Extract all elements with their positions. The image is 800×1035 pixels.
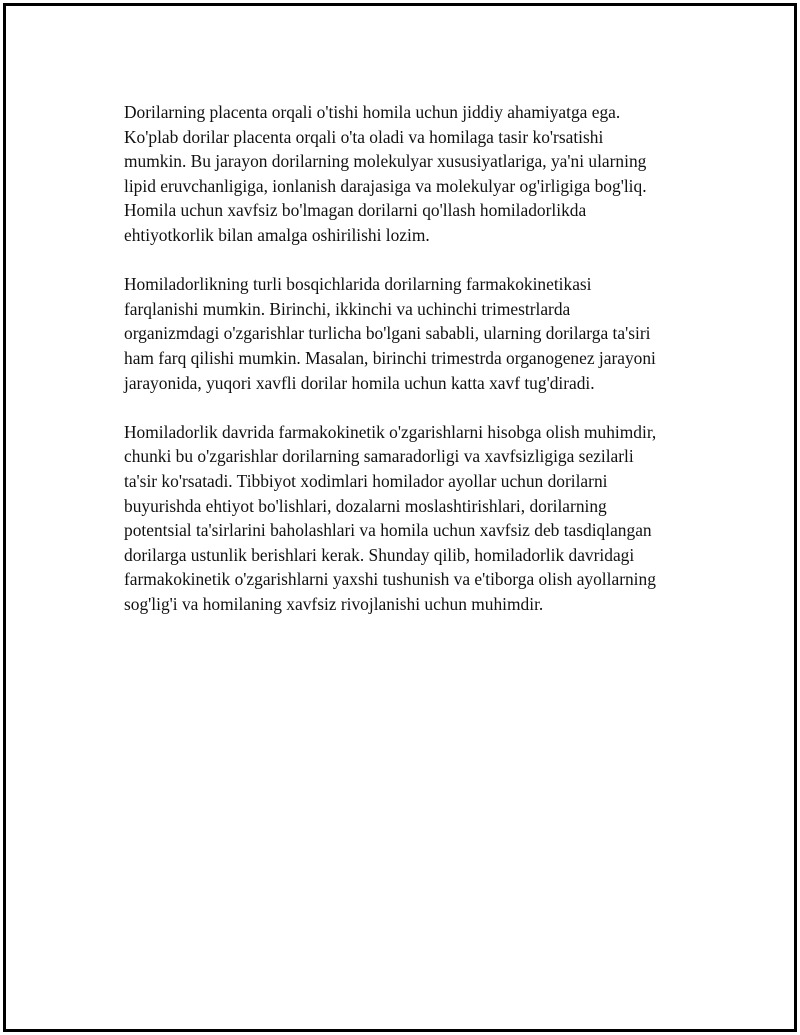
text-line: lipid eruvchanligiga, ionlanish darajasiga va molekulyar og'irligiga bog'liq. (124, 175, 647, 196)
text-line: mumkin. Bu jarayon dorilarning molekulyar xususiyatlariga, ya'ni ularning (124, 151, 647, 172)
text-line: dorilarga ustunlik berishlari kerak. Shunday qilib, homiladorlik davridagi (124, 544, 635, 565)
page-frame (3, 3, 797, 1032)
text-line: organizmdagi o'zgarishlar turlicha bo'lgani sababli, ularning dorilarga ta'siri (124, 323, 651, 344)
text-line: ehtiyotkorlik bilan amalga oshirilishi lozim. (124, 224, 430, 245)
text-line: sog'lig'i va homilaning xavfsiz rivojlanishi uchun muhimdir. (124, 593, 544, 614)
text-line: Homila uchun xavfsiz bo'lmagan dorilarni qo'llash homiladorlikda (124, 200, 587, 221)
text-line: Dorilarning placenta orqali o'tishi homila uchun jiddiy ahamiyatga ega. (124, 102, 621, 122)
paragraph-2 (124, 272, 699, 395)
text-line: buyurishda ehtiyot bo'lishlari, dozalarni moslashtirishlari, dorilarning (124, 495, 607, 516)
text-line: jarayonida, yuqori xavfli dorilar homila uchun katta xavf tug'diradi. (124, 372, 595, 393)
text-line: farqlanishi mumkin. Birinchi, ikkinchi va uchinchi trimestrlarda (124, 298, 571, 319)
paragraph-3 (124, 420, 699, 617)
text-line: ta'sir ko'rsatadi. Tibbiyot xodimlari homilador ayollar uchun dorilarni (124, 470, 608, 491)
paragraph-1 (124, 100, 699, 248)
text-line: potentsial ta'sirlarini baholashlari va homila uchun xavfsiz deb tasdiqlangan (124, 520, 652, 541)
document-body (124, 100, 699, 641)
text-line: Homiladorlikning turli bosqichlarida dorilarning farmakokinetikasi (124, 274, 592, 295)
text-line: ham farq qilishi mumkin. Masalan, birinchi trimestrda organogenez jarayoni (124, 347, 656, 368)
text-line: chunki bu o'zgarishlar dorilarning samaradorligi va xavfsizligiga sezilarli (124, 446, 634, 467)
text-line: farmakokinetik o'zgarishlarni yaxshi tushunish va e'tiborga olish ayollarning (124, 569, 656, 590)
text-line: Ko'plab dorilar placenta orqali o'ta oladi va homilaga tasir ko'rsatishi (124, 126, 604, 147)
text-line: Homiladorlik davrida farmakokinetik o'zgarishlarni hisobga olish muhimdir, (124, 421, 657, 442)
